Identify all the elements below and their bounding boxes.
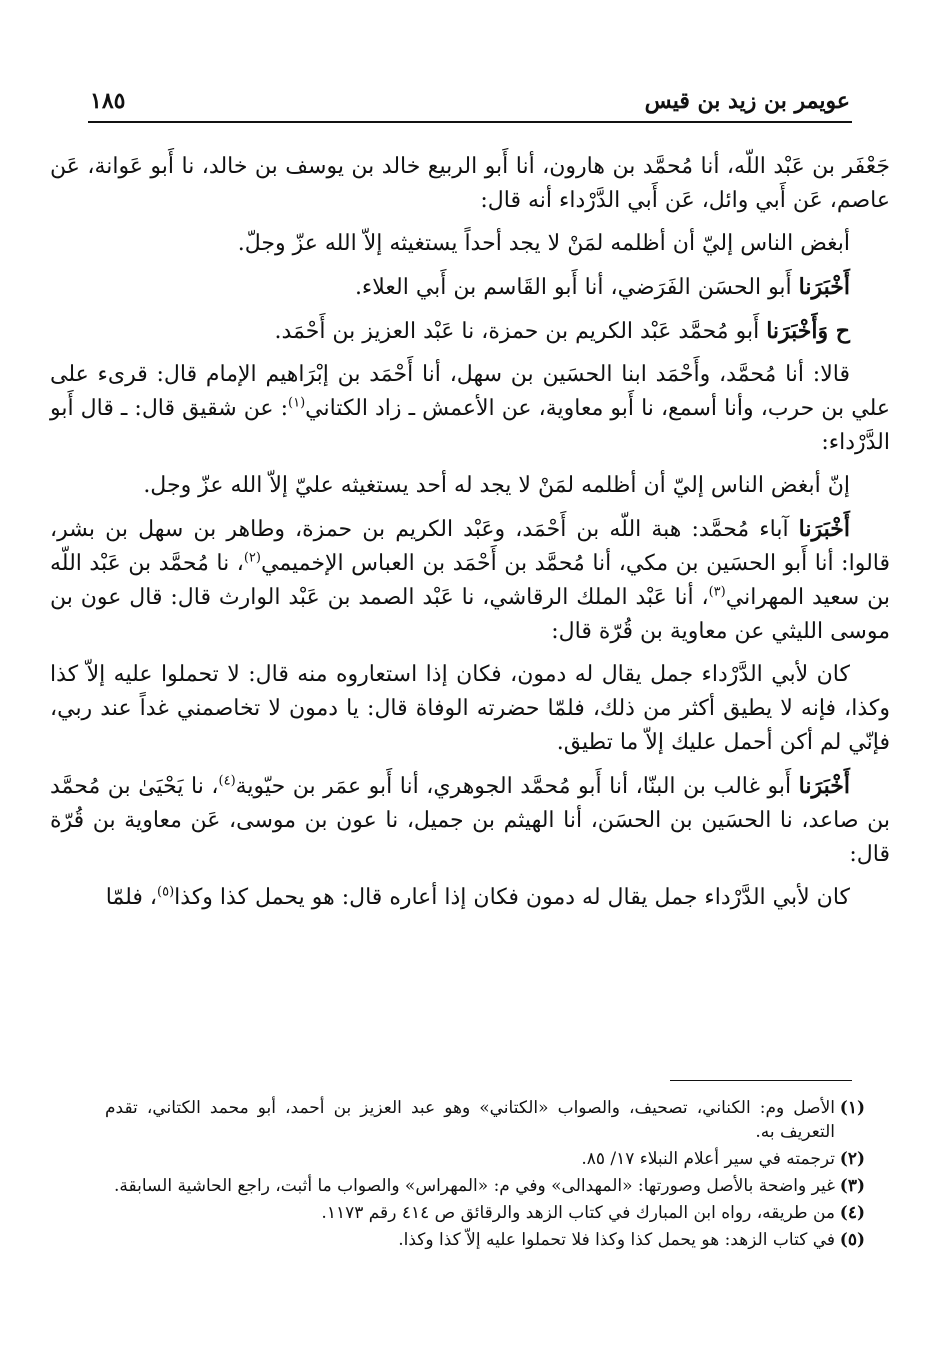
paragraph-text: إنّ أبغض الناس إليّ أن أظلمه لمَنْ لا يجد له أحد يستغيثه عليّ إلاّ الله عزّ وجل. — [143, 473, 850, 498]
paragraph-9 — [50, 769, 890, 872]
paragraph-text: جَعْفَر بن عَبْد اللّه، أنا مُحمَّد بن هارون، أنا أَبو الربيع خالد بن يوسف بن خالد، نا أَبو عَوانة، عَن عاصم، عَن أَبي وائل، عَن أَبي الدَّرْداء أنه قال: — [50, 154, 890, 213]
footnote-number: (٥) — [839, 1230, 865, 1250]
isnad-lead: أَخْبَرَنا — [798, 274, 850, 300]
paragraph-7 — [50, 512, 890, 649]
paragraph-8 — [50, 658, 890, 760]
footnote-divider — [670, 1080, 852, 1081]
paragraph-2 — [50, 227, 890, 261]
isnad-lead: أَخْبَرَنا — [798, 773, 850, 799]
footnote-3 — [105, 1174, 865, 1198]
paragraph-3 — [50, 270, 890, 305]
paragraph-text: قالا: أنا مُحمَّد، وأَحْمَد ابنا الحسَين بن سهل، أنا أَحْمَد بن إبْرَاهيم الإمام قال: قرىء على علي بن حرب، وأنا أسمع، نا أَبو معاوية، عن الأعمش ـ زاد الكتاني — [50, 362, 890, 421]
main-text — [50, 150, 890, 924]
footnote-ref-2[interactable]: (٢) — [243, 550, 261, 566]
paragraph-text: كان لأبي الدَّرْداء جمل يقال له دمون فكان إذا أعاره قال: هو يحمل كذا وكذا — [174, 885, 850, 910]
paragraph-text: ، نا يَحْيَىٰ بن مُحمَّد بن صاعد، نا الحسَين بن الحسَن، أنا الهيثم بن جميل، نا عون بن موسى، عَن معاوية بن قُرّة قال: — [50, 774, 890, 867]
paragraph-text: أَبو مُحمَّد عَبْد الكريم بن حمزة، نا عَبْد العزيز بن أَحْمَد. — [274, 319, 767, 344]
footnote-number: (٣) — [839, 1176, 865, 1196]
footnote-text: غير واضحة بالأصل وصورتها: «المهدالى» وفي م: «المهراس» والصواب ما أثبت، راجع الحاشية السابقة. — [113, 1176, 835, 1196]
footnote-ref-5[interactable]: (٥) — [157, 884, 175, 900]
paragraph-1 — [50, 150, 890, 218]
paragraph-5 — [50, 358, 890, 460]
paragraph-text: آباء مُحمَّد: هبة اللّه بن أَحْمَد، وعَبْد الكريم بن حمزة، وطاهر بن سهل بن بشر، قالوا: أنا أَبو الحسَين بن مكي، أنا مُحمَّد بن أَحْمَد بن العباس الإخميمي — [50, 517, 890, 576]
footnote-text: في كتاب الزهد: هو يحمل كذا وكذا فلا تحملوا عليه إلاّ كذا وكذا. — [398, 1230, 835, 1250]
running-header — [90, 88, 850, 114]
footnote-ref-1[interactable]: (١) — [288, 395, 306, 411]
footnote-2 — [105, 1147, 865, 1171]
footnote-text: الأصل وم: الكناني، تصحيف، والصواب «الكتاني» وهو عبد العزيز بن أحمد، أبو محمد الكتاني، تقدم التعريف به. — [105, 1098, 835, 1142]
paragraph-text: أَبو الحسَن الفَرَضي، أنا أَبو القَاسم بن أَبي العلاء. — [354, 275, 799, 300]
footnote-ref-3[interactable]: (٣) — [708, 584, 726, 600]
paragraph-text: أبغض الناس إليّ أن أظلمه لمَنْ لا يجد أحداً يستغيثه إلاّ الله عزّ وجلّ. — [237, 231, 850, 256]
footnote-1 — [105, 1096, 865, 1144]
paragraph-text: ، أنا عَبْد الملك الرقاشي، نا عَبْد الصمد بن عَبْد الوارث قال: قال عون بن موسى الليثي عن معاوية بن قُرّة قال: — [50, 585, 890, 644]
footnote-4 — [105, 1201, 865, 1225]
footnote-text: ترجمته في سير أعلام النبلاء ١٧/ ٨٥. — [581, 1149, 835, 1169]
paragraph-text: كان لأبي الدَّرْداء جمل يقال له دمون، فكان إذا استعاروه منه قال: لا تحملوا عليه إلاّ كذا وكذا، فإنه لا يطيق أكثر من ذلك، فلمّا حضرته الوفاة قال: يا دمون لا تخاصمني غداً عند ربي، فإنّي لم أكن أحمل عليك إلاّ ما تطيق. — [50, 662, 890, 755]
paragraph-4 — [50, 314, 890, 349]
footnote-ref-4[interactable]: (٤) — [218, 773, 236, 789]
footnote-text: من طريقه، رواه ابن المبارك في كتاب الزهد والرقائق ص ٤١٤ رقم ١١٧٣. — [321, 1203, 835, 1223]
paragraph-text: : عن شقيق قال: ـ قال أَبو الدَّرْداء: — [50, 396, 890, 455]
header-divider — [88, 121, 852, 123]
footnote-number: (٢) — [839, 1149, 865, 1169]
isnad-lead: أَخْبَرَنا — [798, 516, 850, 542]
page-number: ١٨٥ — [90, 88, 126, 114]
footnote-5 — [105, 1228, 865, 1252]
chapter-title: عويمر بن زيد بن قيس — [644, 88, 850, 114]
footnotes — [105, 1096, 865, 1255]
paragraph-10 — [50, 881, 890, 915]
footnote-number: (٤) — [839, 1203, 865, 1223]
paragraph-text: ، فلمّا — [105, 885, 158, 910]
paragraph-6 — [50, 469, 890, 503]
paragraph-text: أَبو غالب بن البنّا، أنا أَبو مُحمَّد الجوهري، أنا أَبو عمَر بن حيّوية — [235, 774, 799, 799]
paragraph-text: ، نا مُحمَّد بن عَبْد اللّه بن سعيد المهراني — [50, 551, 890, 610]
isnad-lead: ح وَأَخْبَرَنا — [766, 318, 850, 344]
footnote-number: (١) — [839, 1098, 865, 1118]
